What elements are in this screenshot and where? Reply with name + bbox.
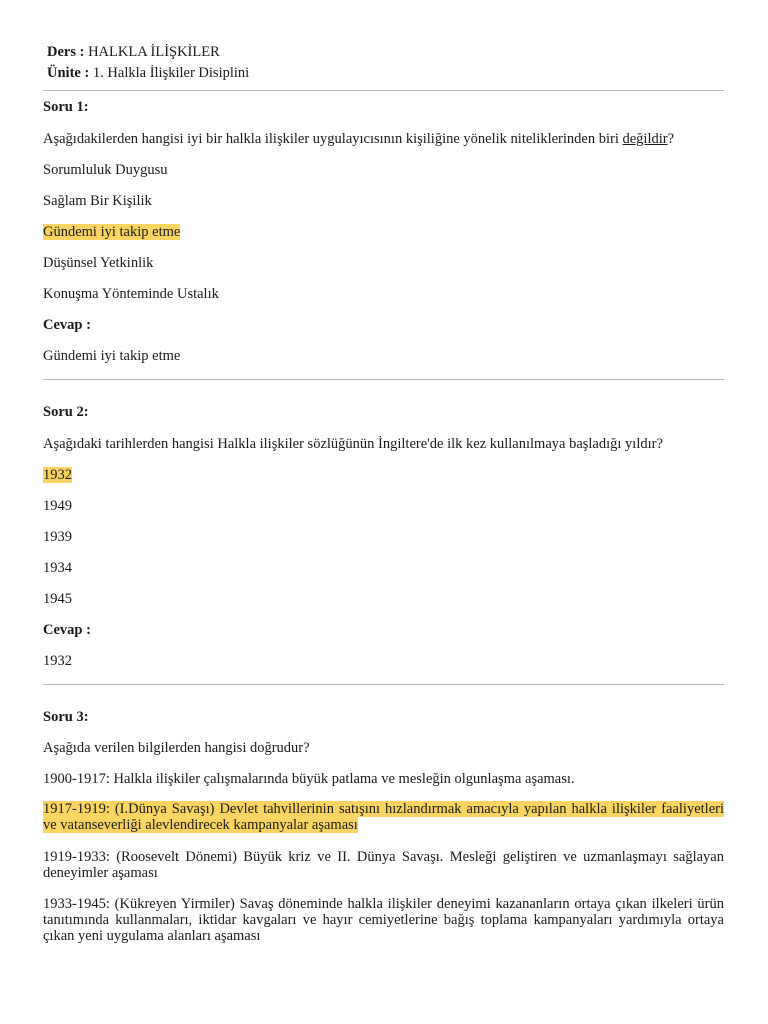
- question-1-option-a: Sorumluluk Duygusu: [43, 162, 168, 178]
- question-2-option-a: [43, 466, 724, 484]
- question-2-answer-label: Cevap :: [43, 622, 91, 638]
- question-2-option-b: 1949: [43, 498, 72, 514]
- question-3-text: Aşağıda verilen bilgilerden hangisi doğrudur?: [43, 740, 310, 756]
- question-2-title: Soru 2:: [43, 404, 89, 420]
- question-1-text-after: ?: [667, 131, 675, 147]
- unit-value: 1. Halkla İlişkiler Disiplini: [92, 65, 250, 81]
- question-2-answer: 1932: [43, 653, 72, 669]
- course-label: Ders :: [47, 44, 85, 60]
- question-1-option-d: Düşünsel Yetkinlik: [43, 255, 154, 271]
- question-2-option-e: 1945: [43, 591, 72, 607]
- question-3-option-b: [43, 801, 724, 833]
- question-1-answer: Gündemi iyi takip etme: [43, 348, 181, 364]
- question-1-option-e: Konuşma Yönteminde Ustalık: [43, 286, 219, 302]
- question-3-title: Soru 3:: [43, 709, 89, 725]
- question-1-option-c-highlighted: Gündemi iyi takip etme: [43, 224, 181, 240]
- question-2-option-d: 1934: [43, 560, 72, 576]
- course-value: HALKLA İLİŞKİLER: [88, 44, 220, 60]
- question-3-option-b-highlighted: 1917-1919: (I.Dünya Savaşı) Devlet tahvillerinin satışını hızlandırmak amacıyla yapılan halkla ilişkiler faaliyetleri ve vatanseverliği alevlendirecek kampanyalar aşaması: [43, 801, 724, 833]
- document-header: [47, 42, 249, 84]
- question-2-option-a-highlighted: 1932: [43, 467, 72, 483]
- course-line: [47, 42, 249, 63]
- unit-line: [47, 63, 249, 84]
- question-2-text: Aşağıdaki tarihlerden hangisi Halkla ilişkiler sözlüğünün İngiltere'de ilk kez kullanılmaya başladığı yıldır?: [43, 436, 663, 452]
- question-1-text: [43, 130, 724, 148]
- question-1-text-before: Aşağıdakilerden hangisi iyi bir halkla ilişkiler uygulayıcısının kişiliğine yönelik niteliklerinden biri: [43, 131, 623, 147]
- question-1-answer-label: Cevap :: [43, 317, 91, 333]
- unit-label: Ünite :: [47, 65, 90, 81]
- question-2-option-c: 1939: [43, 529, 72, 545]
- question-1-title: Soru 1:: [43, 99, 89, 115]
- question-3-option-a: 1900-1917: Halkla ilişkiler çalışmalarında büyük patlama ve mesleğin olgunlaşma aşaması.: [43, 771, 575, 787]
- question-1-option-b: Sağlam Bir Kişilik: [43, 193, 152, 209]
- question-1-text-underlined: değildir: [622, 131, 668, 147]
- question-3-option-d: 1933-1945: (Kükreyen Yirmiler) Savaş döneminde halkla ilişkiler deneyimi kazananların ortaya çıkan ilkeleri ürün tanıtımında kullanmaları, iktidar kavgaları ve hayır cemiyetlerine bağış toplama kampanyaları yardımıyla ortaya çıkan yeni uygulama alanları aşaması: [43, 896, 724, 944]
- divider: [43, 379, 724, 380]
- question-1-option-c: [43, 223, 724, 241]
- question-3-option-c: 1919-1933: (Roosevelt Dönemi) Büyük kriz ve II. Dünya Savaşı. Mesleği geliştiren ve uzmanlaşmayı sağlayan deneyimler aşaması: [43, 849, 724, 881]
- divider: [43, 684, 724, 685]
- divider: [43, 90, 724, 91]
